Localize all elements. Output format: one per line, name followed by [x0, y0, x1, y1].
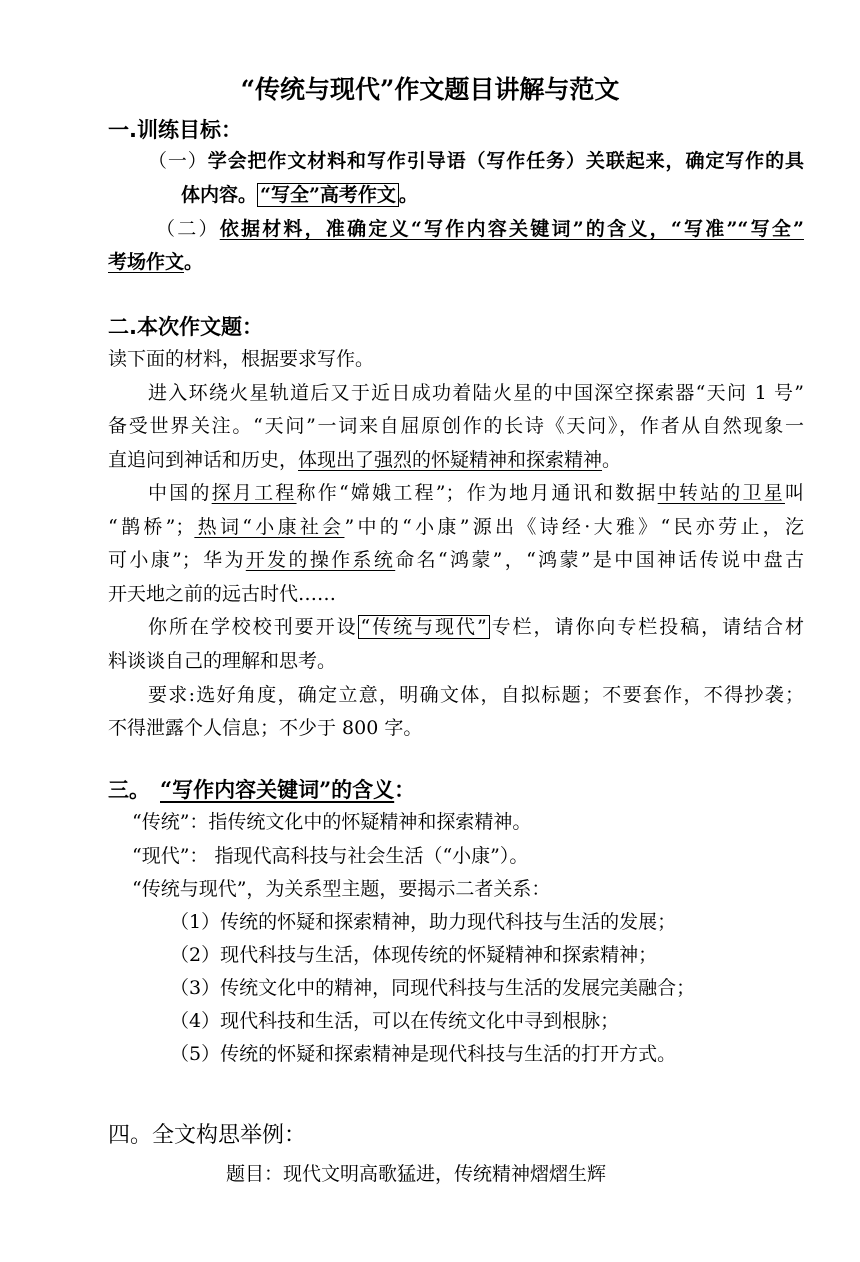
definition-relation: “传统与现代”，为关系型主题，要揭示二者关系：	[132, 878, 551, 900]
section2-heading: 二.本次作文题：	[108, 315, 263, 339]
goal2-text: 依据材料，准确定义“写作内容关键词”的含义，“写准”“写全”	[219, 218, 804, 240]
relation-item: （1）传统的怀疑和探索精神，助力现代科技与生活的发展；	[170, 911, 677, 933]
requirements-line2: 不得泄露个人信息；不少于 800 字。	[108, 717, 423, 739]
document-title: “传统与现代”作文题目讲解与范文	[240, 75, 620, 104]
definition-tradition: “传统”：指传统文化中的怀疑精神和探索精神。	[132, 811, 532, 833]
material-p2-line4: 开天地之前的远古时代……	[108, 583, 337, 605]
material-p1-line2: 备受世界关注。“天问”一词来自屈原创作的长诗《天问》，作者从自然现象一	[108, 415, 804, 437]
column-name-boxed: “传统与现代”	[358, 615, 490, 639]
material-p2-line3: 可小康”；华为开发的操作系统命名“鸿蒙”，“鸿蒙”是中国神话传说中盘古	[108, 549, 804, 571]
goal1-line1	[148, 149, 804, 173]
goal1-boxed-text: “写全”高考作文	[257, 183, 399, 207]
goal1-lead: （一）	[148, 150, 208, 172]
section1-heading: 一.训练目标：	[108, 118, 242, 142]
material-p2-line2: “鹊桥”；热词“小康社会”中的“小康”源出《诗经·大雅》“民亦劳止，汔	[108, 516, 804, 538]
task-line2: 料谈谈自己的理解和思考。	[108, 650, 337, 672]
example-essay-title: 题目：现代文明高歌猛进，传统精神熠熠生辉	[226, 1163, 607, 1185]
prompt-intro: 读下面的材料，根据要求写作。	[108, 348, 375, 370]
section4-heading: 四。全文构思举例：	[108, 1123, 307, 1148]
goal2-line2: 考场作文。	[108, 251, 204, 273]
relation-item: （3）传统文化中的精神，同现代科技与生活的发展完美融合；	[170, 977, 696, 999]
material-p1-line1: 进入环绕火星轨道后又于近日成功着陆火星的中国深空探索器“天问 1 号”	[148, 382, 804, 404]
material-p1-line3: 直追问到神话和历史，体现出了强烈的怀疑精神和探索精神。	[108, 449, 622, 471]
relation-item: （5）传统的怀疑和探索精神是现代科技与生活的打开方式。	[170, 1043, 677, 1065]
definition-modern: “现代”： 指现代高科技与社会生活（“小康”）。	[132, 845, 529, 867]
goal1-text: 学会把作文材料和写作引导语（写作任务）关联起来，确定写作的具	[207, 150, 804, 172]
goal2-line1	[156, 217, 804, 241]
relation-item: （2）现代科技与生活，体现传统的怀疑精神和探索精神；	[170, 944, 658, 966]
goal2-lead: （二）	[156, 218, 220, 240]
section3-heading: 三。 “写作内容关键词”的含义：	[108, 777, 416, 802]
material-p2-line1: 中国的探月工程称作“嫦娥工程”；作为地月通讯和数据中转站的卫星叫	[148, 482, 804, 504]
task-line1: 你所在学校校刊要开设 “传统与现代” 专栏，请你向专栏投稿，请结合材	[148, 616, 804, 638]
goal1-line2: 体内容。 “写全”高考作文 。	[181, 184, 418, 206]
relation-item: （4）现代科技和生活，可以在传统文化中寻到根脉；	[170, 1010, 620, 1032]
requirements-line1: 要求:选好角度，确定立意，明确文体，自拟标题；不要套作，不得抄袭；	[148, 684, 804, 706]
